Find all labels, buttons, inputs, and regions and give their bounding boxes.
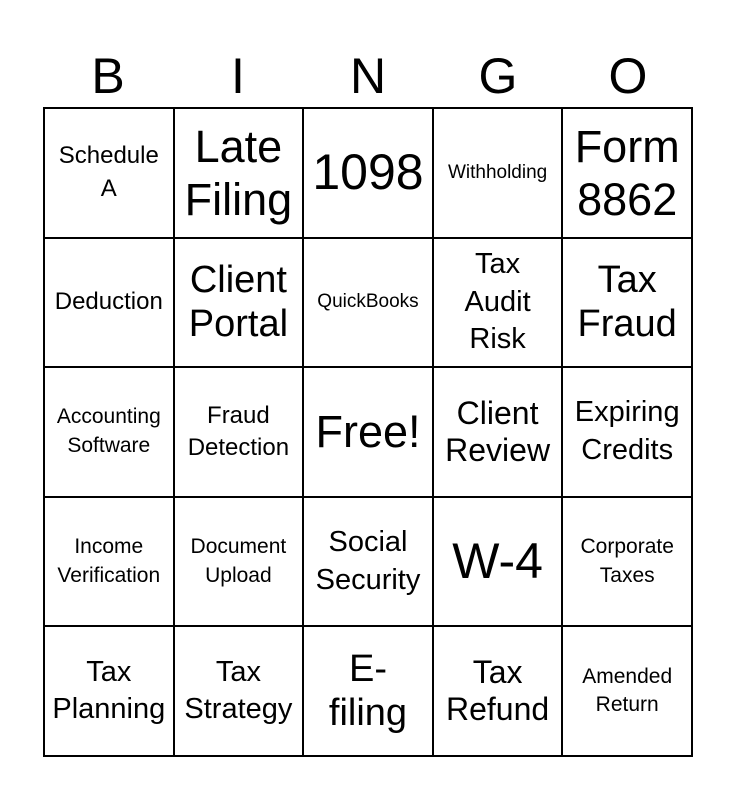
bingo-cell[interactable] <box>44 367 174 497</box>
bingo-cell[interactable] <box>433 367 563 497</box>
cell-label: Income Verification <box>57 535 161 587</box>
header-letter-o: O <box>608 48 648 104</box>
cell-label: Accounting Software <box>56 405 161 457</box>
header-letter-n: N <box>349 48 387 104</box>
bingo-cell[interactable] <box>433 626 563 756</box>
bingo-cell[interactable] <box>303 497 433 627</box>
bingo-cell[interactable] <box>174 626 304 756</box>
cell-label: Free! <box>315 406 421 458</box>
header-letter-b: B <box>91 48 125 104</box>
bingo-cell[interactable] <box>174 497 304 627</box>
cell-label: Document Upload <box>190 535 287 587</box>
cell-label: Client Review <box>445 394 551 468</box>
cell-label: Tax Planning <box>52 655 166 726</box>
cell-label: Form 8862 <box>574 120 680 225</box>
header-letter-i: I <box>231 48 245 104</box>
cell-label: Tax Strategy <box>184 655 293 726</box>
bingo-board <box>43 107 693 757</box>
cell-label: 1098 <box>312 144 424 201</box>
bingo-cell[interactable] <box>44 497 174 627</box>
cell-label: Schedule A <box>58 142 159 202</box>
header-letter-g: G <box>478 48 518 104</box>
bingo-cell[interactable] <box>562 497 692 627</box>
bingo-cell[interactable] <box>303 108 433 238</box>
cell-label: Corporate Taxes <box>580 535 674 587</box>
cell-label: Expiring Credits <box>574 396 680 466</box>
bingo-cell[interactable] <box>44 238 174 368</box>
cell-label: Tax Refund <box>446 653 550 728</box>
bingo-cell[interactable] <box>433 497 563 627</box>
bingo-cell[interactable] <box>562 367 692 497</box>
bingo-cell[interactable] <box>174 367 304 497</box>
cell-label: Tax Audit Risk <box>464 247 531 356</box>
cell-label: Tax Fraud <box>577 259 677 346</box>
cell-label: Late Filing <box>184 120 293 225</box>
bingo-cell[interactable] <box>174 108 304 238</box>
cell-label: Withholding <box>447 161 548 183</box>
bingo-cell[interactable] <box>303 367 433 497</box>
cell-label: E- filing <box>328 648 408 735</box>
bingo-cell[interactable] <box>562 108 692 238</box>
bingo-cell[interactable] <box>303 238 433 368</box>
bingo-cell[interactable] <box>44 108 174 238</box>
bingo-cell[interactable] <box>174 238 304 368</box>
bingo-cell[interactable] <box>562 238 692 368</box>
bingo-cell[interactable] <box>44 626 174 756</box>
cell-label: Client Portal <box>188 259 289 346</box>
bingo-cell[interactable] <box>303 626 433 756</box>
cell-label: Fraud Detection <box>187 401 290 461</box>
cell-label: Social Security <box>315 525 421 596</box>
cell-label: Deduction <box>54 288 163 316</box>
bingo-cell[interactable] <box>433 238 563 368</box>
cell-label: Amended Return <box>582 664 673 717</box>
bingo-cell[interactable] <box>562 626 692 756</box>
bingo-cell[interactable] <box>433 108 563 238</box>
cell-label: W-4 <box>452 533 543 590</box>
bingo-header <box>43 40 693 108</box>
cell-label: QuickBooks <box>317 291 419 313</box>
